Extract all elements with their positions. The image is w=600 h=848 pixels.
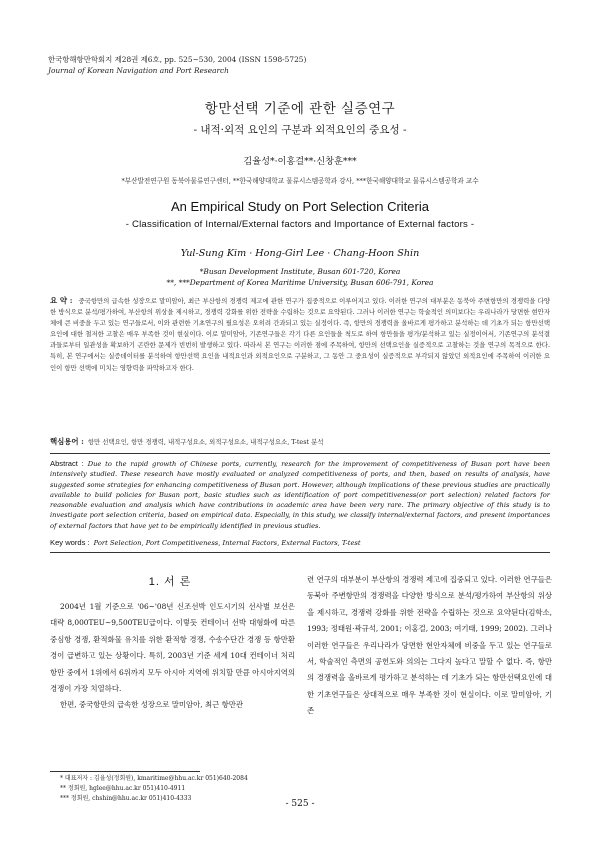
affiliation-en-line: *Busan Development Institute, Busan 601-720, Korea <box>199 267 401 276</box>
keywords-ko-text: 항만 선택요인, 항만 경쟁력, 내적구성요소, 외적구성요소, 내적구성요소, T-test 분석 <box>87 438 324 446</box>
body-paragraph: 한편, 중국항만의 급속한 성장으로 말미암아, 최근 항만관 <box>60 700 244 710</box>
footnote-divider <box>50 771 200 772</box>
keywords-en <box>50 538 550 547</box>
body-column-right <box>307 572 552 720</box>
footnote: *** 정회원, chshin@hhu.ac.kr 051)410-4333 <box>60 794 192 802</box>
affiliation-en <box>0 266 600 288</box>
body-paragraph: 2004년 1월 기준으로 '06~'08년 신조선박 인도시기의 선사별 보선은 대략 8,000TEU~9,500TEU급이다. 이렇듯 컨테이너 선박 대형화에 따른 중심항 경쟁, 환적화물 유치를 위한 환적항 경쟁, 수송수단간 경쟁 등 항만환경이 급변하고 있는 상황이다. 특히, 2003년 기준 세계 10대 컨테이너 처리항만 중에서 1위에서 6위까지 모두 아시아 지역에 위치할 만큼 아시아지역의 경쟁이 가장 치열하다. <box>50 602 295 694</box>
keywords-en-label: Key words : <box>50 538 90 547</box>
abstract-ko-label: 요 약 : <box>50 296 73 305</box>
affiliation-en-line: **, ***Department of Korea Maritime University, Busan 606-791, Korea <box>166 278 434 287</box>
abstract-en-label: Abstract : <box>50 459 84 468</box>
divider <box>50 453 550 454</box>
abstract-ko-text: 중국항만의 급속한 성장으로 말미암아, 최근 부산항의 경쟁력 제고에 관한 연구가 집중적으로 이루어지고 있다. 이러한 연구의 대부분은 동북아 주변항만의 경쟁력을 다양한 방식으로 분석/평가하여, 부산항의 위상을 제시하고, 경쟁력 강화를 위한 전략을 수립하는 것으로 요약된다. 그러나 이러한 연구는 학술적인 의미보다는 우리나라가 당면한 현안자체에 큰 비중을 두고 있는 연구들로서, 이와 관련한 기초연구의 필요성은 오히려 간과되고 있는 실정이다. 즉, 항만의 경쟁력을 올바르게 평가하고 분석하는 데 기초가 되는 항만선택요인에 대한 철저한 고찰은 매우 부족한 것이 현실이다. 이로 말미암아, 기존연구들은 각기 다른 요인들을 척도로 하여 항만들을 평가/분석하고 있는 실정이어서, 기존연구의 분석결과들로부터 일관성을 확보하기 곤란한 문제가 빈번히 발생하고 있다. 따라서 본 연구는 이러한 점에 주목하여, 항만의 선택요인을 실증적으로 고찰하는 것을 연구의 목적으로 한다. 특히, 본 연구에서는 실증데이터를 분석하여 항만선택 요인을 내적요인과 외적요인으로 구분하고, 그 동안 그 중요성이 실증적으로 부각되지 않았던 외적요인에 주목하여 이러한 요인이 항만 선택에 미치는 영향력을 파악하고자 한다. <box>50 297 550 372</box>
body-column-left <box>50 599 295 714</box>
paper-title-en: An Empirical Study on Port Selection Criteria <box>171 199 429 214</box>
keywords-en-text: Port Selection, Port Competitiveness, Internal Factors, External Factors, T-test <box>93 539 361 547</box>
abstract-en <box>50 459 550 531</box>
affiliation-ko: *부산발전연구원 동북아물류연구센터, **한국해양대학교 물류시스템공학과 강사, ***한국해양대학교 물류시스템공학과 교수 <box>121 177 479 185</box>
authors-en: Yul-Sung Kim · Hong-Girl Lee · Chang-Hoon Shin <box>180 248 420 259</box>
page-number: - 525 - <box>285 799 315 809</box>
footnote: * 대표저자 : 김율성(정회원), kmaritime@hhu.ac.kr 051)640-2084 <box>60 775 248 782</box>
abstract-en-text: Due to the rapid growth of Chinese ports, currently, research for the improvement of competitiveness of Busan port have been intensively studied. These research have mostly evaluated or analyzed competitiveness of ports, and then, based on results of analysis, have suggested some strategies for enhancing competitiveness of Busan port. However, although implications of these previous studies are practically available to build policies for Busan port, basic studies such as identification of port competitiveness(or port selection) related factors for reasonable evaluation and analysis which have contributions in academic area have been very rare. The primary objective of this study is to investigate port selection criteria, based on empirical data. Especially, in this study, we classify internal/external factors, and present importances of external factors that have yet to be empirically identified in previous studies. <box>50 460 550 530</box>
paper-subtitle-ko: - 내적·외적 요인의 구분과 외적요인의 중요성 - <box>193 124 407 136</box>
keywords-ko-label: 핵심용어 : <box>50 437 84 446</box>
footnote: ** 정회원, hglee@hhu.ac.kr 051)410-4911 <box>60 784 186 792</box>
abstract-ko <box>50 295 550 374</box>
journal-citation: 한국항해항만학회지 제28권 제6호, pp. 525~530, 2004 (ISSN 1598-5725) <box>48 55 307 64</box>
section-title: 1. 서 론 <box>148 576 192 588</box>
divider <box>50 552 550 553</box>
keywords-ko <box>50 436 550 447</box>
journal-name-en: Journal of Korean Navigation and Port Research <box>48 66 229 75</box>
journal-header <box>48 54 548 76</box>
paper-subtitle-en: - Classification of Internal/External factors and Importance of External factors - <box>125 219 475 230</box>
authors-ko: 김율성*·이홍걸**·신창훈*** <box>243 156 357 167</box>
paper-title-ko: 항만선택 기준에 관한 실증연구 <box>204 101 396 117</box>
body-paragraph: 련 연구의 대부분이 부산항의 경쟁력 제고에 집중되고 있다. 이러한 연구들은 동북아 주변항만의 경쟁력을 다양한 방식으로 분석/평가하여 부산항의 위상을 제시하고, 경쟁력 강화를 위한 전략을 수립하는 것으로 요약된다(김학소, 1993; 정태원·곽규석, 2001; 이홍걸, 2003; 여기태, 1999; 2002). 그러나 이러한 연구들은 우리나라가 당면한 현안자체에 비중을 두고 있는 연구들로서, 학술적인 측면의 공헌도와 의의는 그다지 높다고 말할 수 없다. 즉, 항만의 경쟁력을 올바르게 평가하고 분석하는 데 기초가 되는 항만선택요인에 대한 기초연구들은 상대적으로 매우 부족한 것이 현실이다. 이로 말미암아, 기존 <box>307 575 552 716</box>
